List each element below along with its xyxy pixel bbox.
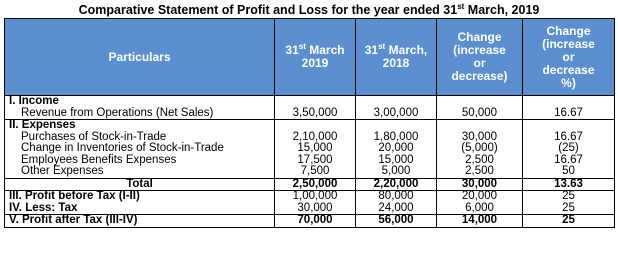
pbt-label: III. Profit before Tax (I-II) bbox=[5, 191, 275, 203]
expense-pct: 50 bbox=[562, 165, 575, 177]
expense-2018: 20,000 bbox=[378, 142, 414, 154]
header-row bbox=[5, 19, 615, 96]
total-label: Total bbox=[5, 178, 275, 191]
total-2019: 2,50,000 bbox=[275, 178, 356, 191]
pbt-2019: 1,00,000 bbox=[275, 191, 356, 203]
pat-pct: 25 bbox=[523, 215, 615, 228]
pat-row bbox=[5, 215, 615, 228]
total-row bbox=[5, 178, 615, 191]
expense-2019: 2,10,000 bbox=[292, 130, 338, 143]
header-change-pct: Change (increase or decrease %) bbox=[523, 19, 615, 96]
expense-label: Change in Inventories of Stock-in-Trade bbox=[21, 142, 224, 154]
tax-pct: 25 bbox=[523, 203, 615, 215]
tax-label: IV. Less: Tax bbox=[5, 203, 275, 215]
expenses-heading: II. Expenses bbox=[9, 119, 76, 131]
expense-2018: 15,000 bbox=[378, 153, 414, 166]
expenses-row bbox=[5, 120, 615, 179]
income-pct: 16.67 bbox=[554, 106, 583, 119]
expense-change: 2,500 bbox=[465, 153, 494, 166]
expense-label: Purchases of Stock-in-Trade bbox=[21, 130, 167, 143]
tax-row bbox=[5, 203, 615, 215]
expense-2019: 7,500 bbox=[300, 165, 330, 177]
tax-change: 6,000 bbox=[437, 203, 523, 215]
pat-change: 14,000 bbox=[437, 215, 523, 228]
pbt-pct: 25 bbox=[523, 191, 615, 203]
expense-pct: (25) bbox=[558, 142, 579, 154]
income-label: Revenue from Operations (Net Sales) bbox=[21, 106, 214, 119]
expense-change: 30,000 bbox=[461, 130, 498, 143]
total-2018: 2,20,000 bbox=[356, 178, 437, 191]
tax-2018: 24,000 bbox=[356, 203, 437, 215]
expense-label: Other Expenses bbox=[21, 165, 104, 177]
expense-2019: 17,500 bbox=[297, 153, 333, 166]
income-heading: I. Income bbox=[9, 95, 59, 107]
comparative-pl-table bbox=[4, 18, 615, 228]
statement-title: Comparative Statement of Profit and Loss for the year ended 31st March, 2019 bbox=[78, 1, 540, 17]
pbt-row bbox=[5, 191, 615, 203]
header-2019: 31st March 2019 bbox=[275, 19, 356, 96]
income-2019: 3,50,000 bbox=[292, 106, 338, 119]
expense-pct: 16.67 bbox=[554, 130, 583, 143]
expense-pct: 16.67 bbox=[554, 153, 583, 166]
income-row bbox=[5, 96, 615, 120]
expense-change: (5,000) bbox=[461, 142, 498, 154]
header-change: Change (increase or decrease) bbox=[437, 19, 523, 96]
pat-2019: 70,000 bbox=[275, 215, 356, 228]
pbt-change: 20,000 bbox=[437, 191, 523, 203]
expense-2018: 1,80,000 bbox=[373, 130, 419, 143]
header-2018: 31st March, 2018 bbox=[356, 19, 437, 96]
expense-label: Employees Benefits Expenses bbox=[21, 153, 177, 166]
tax-2019: 30,000 bbox=[275, 203, 356, 215]
income-change: 50,000 bbox=[461, 106, 498, 119]
expense-change: 2,500 bbox=[465, 165, 494, 177]
pat-label: V. Profit after Tax (III-IV) bbox=[5, 215, 275, 228]
pat-2018: 56,000 bbox=[356, 215, 437, 228]
expense-2018: 5,000 bbox=[381, 165, 411, 177]
pbt-2018: 80,000 bbox=[356, 191, 437, 203]
total-change: 30,000 bbox=[437, 178, 523, 191]
header-particulars: Particulars bbox=[5, 19, 275, 96]
income-2018: 3,00,000 bbox=[373, 106, 419, 119]
expense-2019: 15,000 bbox=[297, 142, 333, 154]
total-pct: 13.63 bbox=[523, 178, 615, 191]
